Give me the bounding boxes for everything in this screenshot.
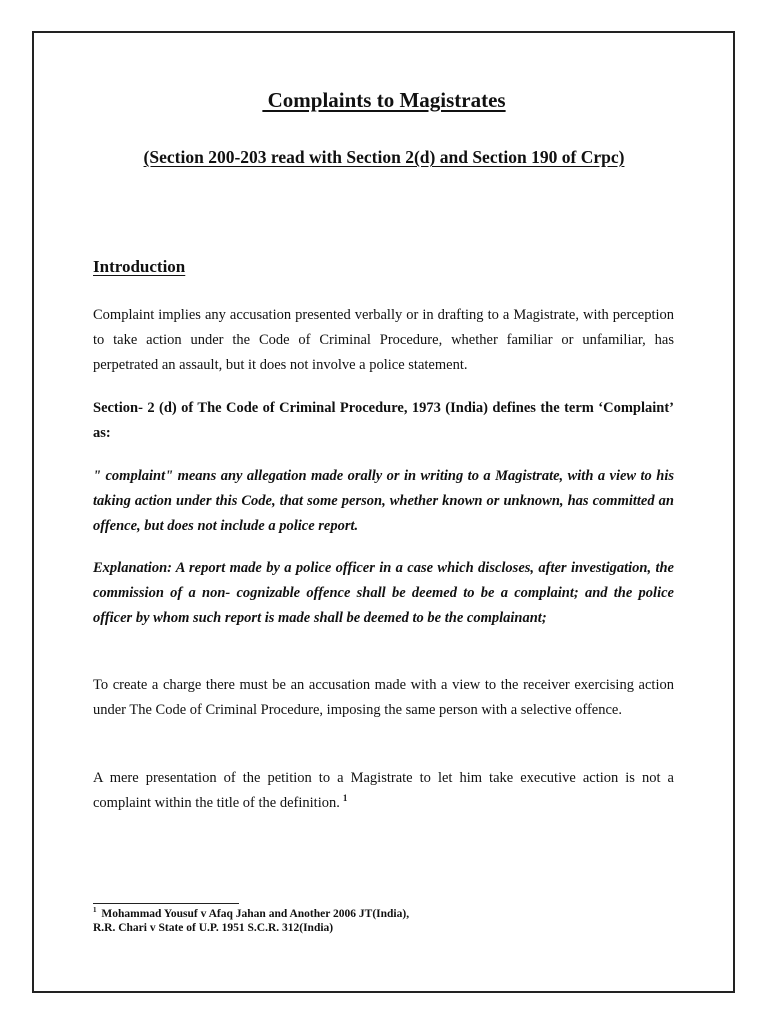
page-title: Complaints to Magistrates (262, 88, 506, 112)
paragraph-mere-presentation-text: A mere presentation of the petition to a Magistrate to let him take executive action is not a complaint within the title of the definition. (93, 770, 674, 811)
footnote-text-2: R.R. Chari v State of U.P. 1951 S.C.R. 312(India) (93, 922, 334, 934)
footnote-line-1 (93, 907, 593, 921)
page-subtitle: (Section 200-203 read with Section 2(d) and Section 190 of Crpc) (143, 147, 625, 167)
section-heading-introduction: Introduction (93, 257, 186, 276)
paragraph-complaint-definition: Complaint implies any accusation presented verbally or in drafting to a Magistrate, with perception to take action under the Code of Criminal Procedure, whether familiar or unfamiliar, has perpetrated an assault, but it does not involve a police statement. (93, 307, 674, 373)
paragraph-explanation: Explanation: A report made by a police officer in a case which discloses, after investigation, the commission of a non- cognizable offence shall be deemed to be a complaint; and the police officer by whom such report is made shall be deemed to be the complainant; (93, 560, 674, 626)
footnote-separator (93, 903, 239, 904)
paragraph-mere-presentation (93, 766, 674, 816)
footnote-marker: 1 (93, 906, 97, 915)
footnote-reference[interactable]: 1 (342, 793, 348, 804)
paragraph-charge: To create a charge there must be an accusation made with a view to the receiver exercising action under The Code of Criminal Procedure, imposing the same person with a selective offence. (93, 677, 674, 718)
paragraph-section-2d: Section- 2 (d) of The Code of Criminal Procedure, 1973 (India) defines the term ‘Complaint’ as: (93, 400, 674, 441)
footnote-line-2 (93, 921, 593, 935)
footnote (93, 907, 593, 935)
paragraph-statutory-quote: " complaint" means any allegation made orally or in writing to a Magistrate, with a view to his taking action under this Code, that some person, whether known or unknown, has committed an offence, but does not include a police report. (93, 468, 674, 534)
footnote-text-1: Mohammad Yousuf v Afaq Jahan and Another 2006 JT(India), (101, 908, 410, 920)
